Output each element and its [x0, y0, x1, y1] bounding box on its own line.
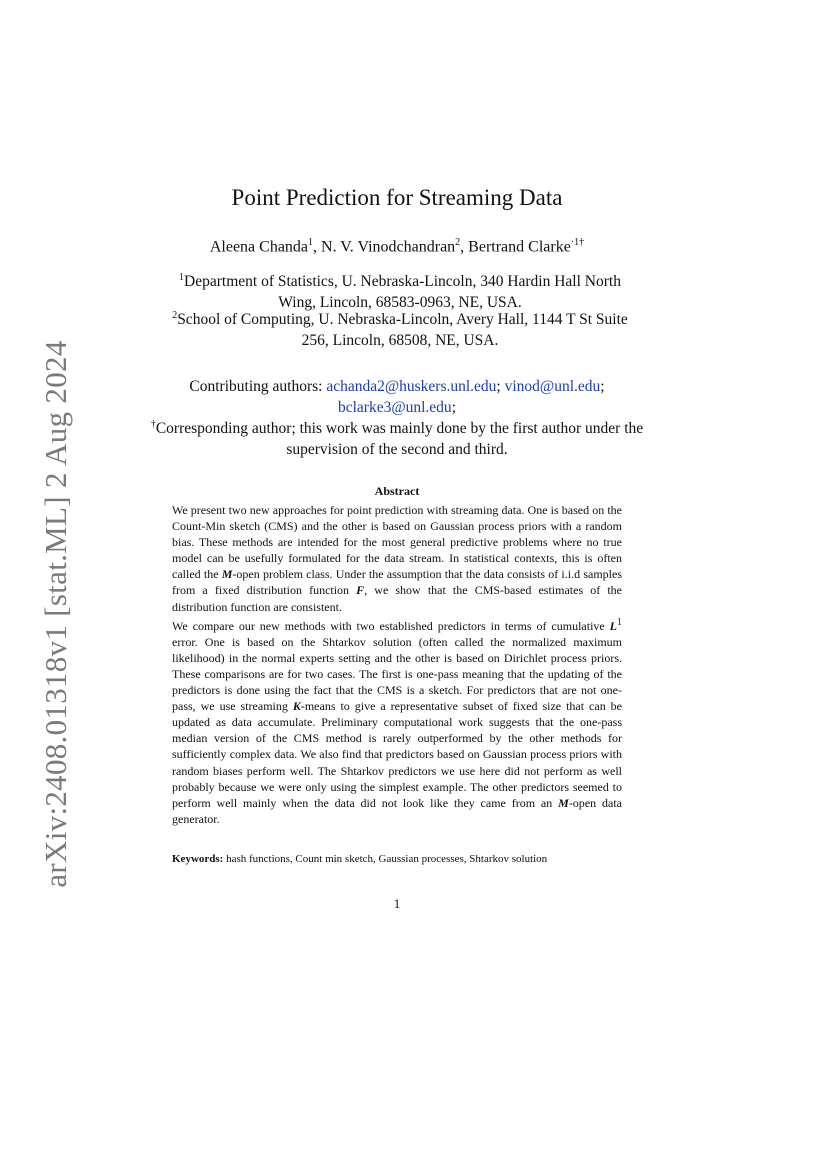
math-symbol: F	[356, 583, 365, 598]
abstract-body	[172, 502, 622, 827]
math-superscript: 1	[617, 616, 622, 628]
email-link[interactable]: achanda2@huskers.unl.edu	[326, 378, 497, 395]
math-symbol: M	[221, 567, 233, 582]
keywords	[172, 853, 622, 865]
affiliation-text: School of Computing, U. Nebraska-Lincoln, Avery Hall, 1144 T St Suite 256, Lincoln, 68508, NE, USA.	[177, 311, 628, 350]
author-separator: ,	[313, 238, 322, 256]
abstract-text: -open problem class. Under the assumption that the data consists of i.i.d samples from a fixed distribution function	[172, 567, 622, 598]
abstract-text: error. One is based on the Shtarkov solution (often called the normalized maximum likelihood) in the normal experts setting and the other is based on Dirichlet process priors. These comparisons are for two cases. The first is one-pass meaning that the updating of the predictors is done using the fact that the CMS is a sketch. For predictors that are not one-pass, we use streaming	[172, 634, 622, 714]
author-affiliation-mark: 1	[308, 237, 314, 248]
email-link[interactable]: vinod@unl.edu	[504, 378, 601, 395]
email-link[interactable]: bclarke3@unl.edu	[337, 399, 452, 416]
abstract-heading: Abstract	[374, 484, 420, 498]
author-name: Bertrand Clarke	[468, 238, 571, 256]
author-affiliation-mark: 2	[455, 237, 461, 248]
page-number: 1	[393, 896, 401, 911]
dagger-mark: †	[150, 419, 156, 430]
affiliation-text: Department of Statistics, U. Nebraska-Lincoln, 340 Hardin Hall North Wing, Lincoln, 68583-0963, NE, USA.	[184, 273, 621, 312]
corresponding-text: Corresponding author; this work was mainly done by the first author under the supervision of the second and third.	[155, 420, 644, 459]
affiliation-2	[160, 305, 640, 351]
arxiv-identifier-stamp: arXiv:2408.01318v1 [stat.ML] 2 Aug 2024	[38, 340, 73, 888]
email-separator: ;	[451, 399, 456, 416]
abstract-paragraph-2	[172, 615, 622, 827]
keywords-label: Keywords:	[172, 853, 224, 865]
contributing-label: Contributing authors:	[189, 378, 327, 395]
abstract-text: We present two new approaches for point prediction with streaming data. One is based on the Count-Min sketch (CMS) and the other is based on Gaussian process priors with a random bias. These methods are intended for the most general predictive problems where no true model can be usefully formulated for the data stream. In statistical contexts, this is often called the	[172, 503, 622, 582]
abstract-text: -open data generator.	[172, 795, 622, 826]
affiliation-mark: 1	[179, 272, 185, 283]
abstract-text: We compare our new methods with two established predictors in terms of cumulative	[172, 618, 610, 633]
abstract-text: -means to give a representative subset of fixed size that can be updated as data accumulate. Preliminary computational work suggests that the one-pass median version of the CMS method is rarely outperformed by the other methods for sufficiently complex data. We also find that predictors based on Gaussian process priors with random biases perform well. The Shtarkov predictors we use here did not perform as well probably because we were only using the simplest example. The other predictors seemed to perform well mainly when the data did not look like they came from an	[172, 699, 622, 810]
author-name: N. V. Vinodchandran	[321, 238, 456, 256]
author-list	[0, 237, 794, 256]
abstract-text: , we show that the CMS-based estimates of the distribution function are consistent.	[172, 583, 622, 614]
author-separator: ,	[460, 238, 469, 256]
math-symbol: M	[558, 795, 569, 810]
author-affiliation-mark: ·1†	[570, 237, 585, 248]
keywords-text: hash functions, Count min sketch, Gaussian processes, Shtarkov solution	[223, 853, 548, 865]
email-separator: ;	[600, 378, 605, 395]
corresponding-author-note	[150, 414, 644, 460]
email-separator: ;	[496, 378, 505, 395]
affiliation-mark: 2	[172, 310, 178, 321]
math-symbol: L	[609, 618, 617, 633]
abstract-paragraph-1	[172, 502, 622, 615]
paper-title: Point Prediction for Streaming Data	[231, 185, 563, 210]
contributing-authors	[150, 376, 644, 418]
math-symbol: K	[292, 699, 301, 714]
author-name: Aleena Chanda	[209, 238, 309, 256]
